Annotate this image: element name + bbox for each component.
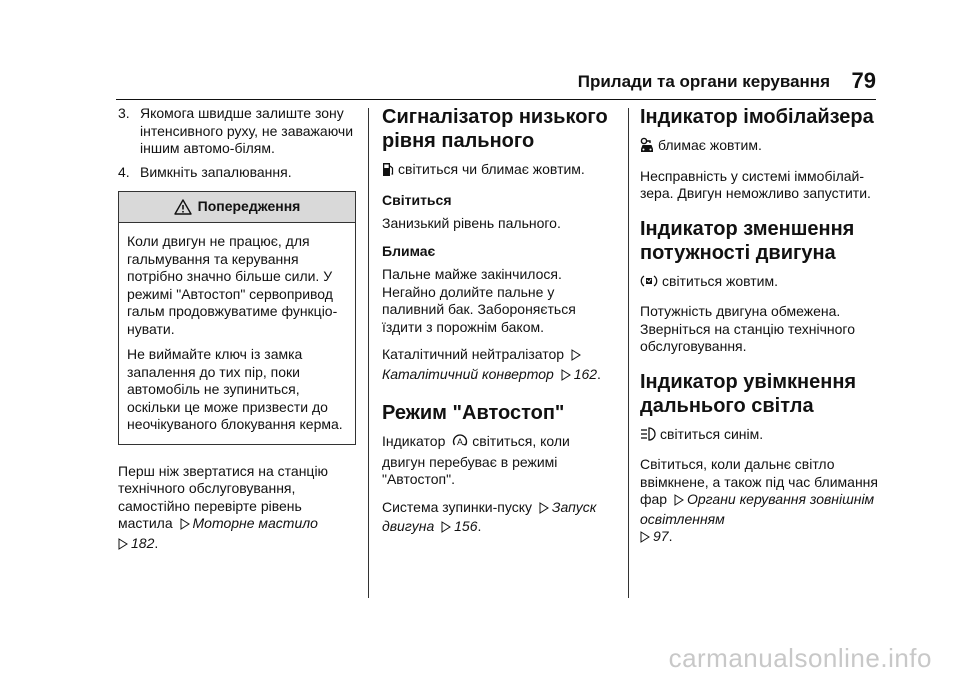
high-beam-text: Світиться, коли дальнє світло ввімкнене, а також під час блимання фар Органи керування зовнішнім освітленням 97. xyxy=(640,456,880,548)
warning-triangle-icon xyxy=(174,199,192,215)
high-beam-intro-text: світиться синім. xyxy=(660,425,764,442)
autostop-heading: Режим "Автостоп" xyxy=(382,402,565,424)
column-divider xyxy=(368,108,369,598)
high-beam-page-link[interactable]: 97 xyxy=(653,528,669,544)
cross-reference-arrow-icon xyxy=(539,501,549,519)
column-divider xyxy=(628,108,629,598)
page-header xyxy=(0,66,960,96)
cross-reference-arrow-icon xyxy=(674,493,684,511)
high-beam-heading: Індикатор увімкнення дальнього світла xyxy=(640,370,857,417)
list-item: 4. Вимкніть запалювання. xyxy=(118,164,356,182)
high-beam-icon xyxy=(640,426,656,447)
warning-paragraph: Не виймайте ключ із замка запалення до тих пір, поки автомобіль не зупиниться, оскільки це може призвести до неочікуваного блокування керма. xyxy=(127,346,343,432)
page-reference-icon xyxy=(640,530,650,548)
warning-title: Попередження xyxy=(197,198,301,215)
step-text: Вимкніть запалювання. xyxy=(140,163,292,180)
oil-reference-link[interactable]: Моторне мастило xyxy=(192,515,318,531)
step-text: Якомога швидше залиште зону інтенсивного руху, не заважаючи іншим автомо-білям. xyxy=(140,105,354,156)
catalyst-reference-link[interactable]: Каталітичний конвертор xyxy=(382,365,554,382)
catalyst-page-link[interactable]: 162 xyxy=(573,365,598,382)
stopstart-text: Система зупинки-пуску Запуск двигуна 156. xyxy=(382,499,614,538)
immobiliser-text: Несправність у системі іммобілай-зера. Двигун неможливо запустити. xyxy=(640,167,871,201)
page-reference-icon xyxy=(441,520,451,538)
stopstart-page-link[interactable]: 156 xyxy=(454,518,478,534)
reduced-power-heading: Індикатор зменшення потужності двигуна xyxy=(640,217,855,264)
cross-reference-arrow-icon xyxy=(180,517,190,535)
engine-power-icon xyxy=(640,273,658,294)
svg-text:A: A xyxy=(457,437,464,447)
immobiliser-heading: Індикатор імобілайзера xyxy=(640,106,874,128)
column-right xyxy=(640,105,880,558)
blink-subheading: Блимає xyxy=(382,242,436,259)
reduced-power-text: Потужність двигуна обмежена. Зверніться на станцію технічного обслуговування. xyxy=(640,303,855,354)
column-middle: Сигналізатор низького рівня пального світиться чи блимає жовтим. Світиться Занизький рівень пального. Блимає Пальне майже закінчилося. Негайно долийте пальне у паливний бак. Забороняється їздити з порожнім баком. Каталітичний нейтралізатор Каталітичний конвертор 162. Режим "Автостоп" Індикатор A світиться, коли двигун перебуває в режимі "Автостоп". Система зупинки-пуску Запуск двигуна 156. xyxy=(382,105,614,548)
autostop-a-icon xyxy=(452,433,468,454)
stopstart-reference-link[interactable]: Запуск двигуна xyxy=(382,498,597,534)
oil-page-link[interactable]: 182 xyxy=(131,534,155,551)
catalyst-text: Каталітичний нейтралізатор Каталітичний конвертор 162. xyxy=(382,346,614,385)
blink-text: Пальне майже закінчилося. Негайно долийте пальне у паливний бак. Забороняється їздити з порожнім баком. xyxy=(382,266,576,335)
high-beam-reference-link[interactable]: Органи керування зовнішнім освітленням xyxy=(640,491,875,527)
lit-subheading: Світиться xyxy=(382,191,452,208)
column-left xyxy=(118,105,356,564)
watermark: carmanualsonline.info xyxy=(668,643,932,673)
page-reference-icon xyxy=(118,537,128,555)
page-number: 79 xyxy=(851,68,876,93)
lit-text: Занизький рівень пального. xyxy=(382,215,561,231)
fuel-pump-icon xyxy=(382,161,394,182)
immobiliser-car-key-icon xyxy=(640,137,654,158)
autostop-text: світиться, коли двигун перебуває в режимі "Автостоп". xyxy=(382,433,570,487)
page-reference-icon xyxy=(561,368,571,386)
oil-check-text: Перш ніж звертатися на станцію технічного обслуговування, самостійно перевірте рівень мастила Моторне мастило 182. xyxy=(118,463,356,555)
warning-box xyxy=(118,191,356,445)
warning-paragraph: Коли двигун не працює, для гальмування та керування потрібно значно більше сили. У режимі "Автостоп" сервопривод гальм продовжуватиме функціо-нувати. xyxy=(127,233,338,337)
header-divider xyxy=(116,99,876,100)
immobiliser-intro-text: блимає жовтим. xyxy=(658,137,762,153)
fuel-warning-heading: Сигналізатор низького рівня пального xyxy=(382,106,608,152)
warning-header xyxy=(119,192,355,223)
fuel-intro-text: світиться чи блимає жовтим. xyxy=(398,161,585,177)
reduced-power-intro-text: світиться жовтим. xyxy=(662,272,778,289)
list-item: 3. Якомога швидше залиште зону інтенсивного руху, не заважаючи іншим автомо-білям. xyxy=(118,105,356,158)
section-title: Прилади та органи керування xyxy=(577,72,830,91)
cross-reference-arrow-icon xyxy=(571,348,581,366)
